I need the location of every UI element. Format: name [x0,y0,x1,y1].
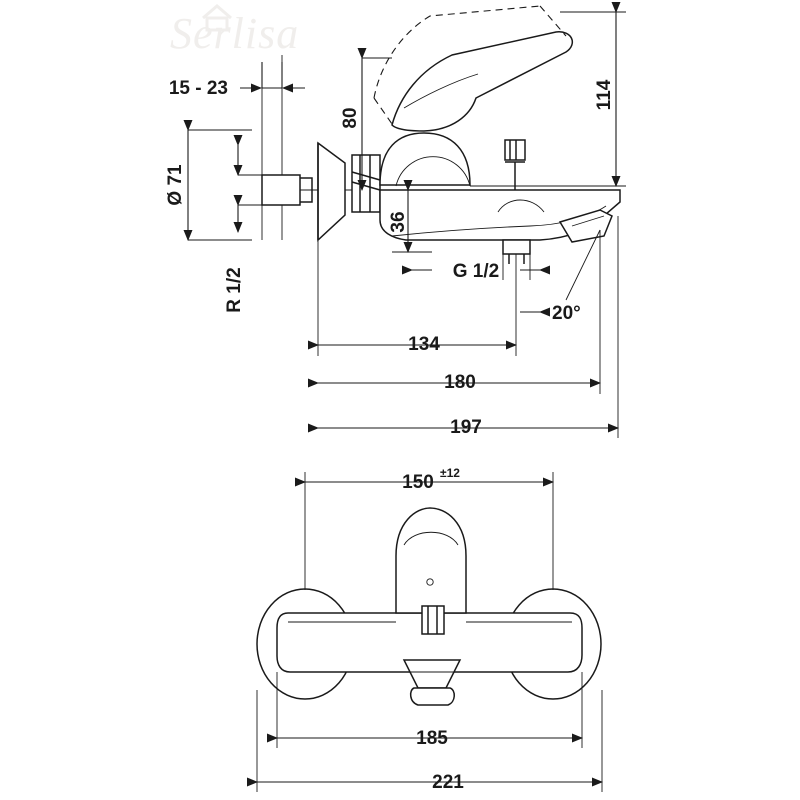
front-elevation-geometry [257,508,601,705]
label-spout-angle: 20° [552,303,581,324]
label-outlet-thread: G 1/2 [452,261,500,282]
label-overall-width: 221 [432,772,464,793]
side-elevation-geometry [262,6,620,318]
label-depth-134: 134 [408,334,440,355]
label-spout-height: 36 [388,211,409,233]
label-depth-197: 197 [450,417,482,438]
label-connection-thread: R 1/2 [224,267,245,313]
watermark-text: Serlisa [170,9,300,58]
label-center-distance: 150 [402,472,434,493]
label-wall-thickness: 15 - 23 [168,78,228,99]
label-total-height: 114 [594,79,615,111]
label-center-distance-tolerance: ±12 [440,466,460,480]
label-handle-height: 80 [340,107,361,129]
label-flange-diameter: Ø 71 [165,164,186,206]
label-depth-180: 180 [444,372,476,393]
label-body-width: 185 [416,728,448,749]
